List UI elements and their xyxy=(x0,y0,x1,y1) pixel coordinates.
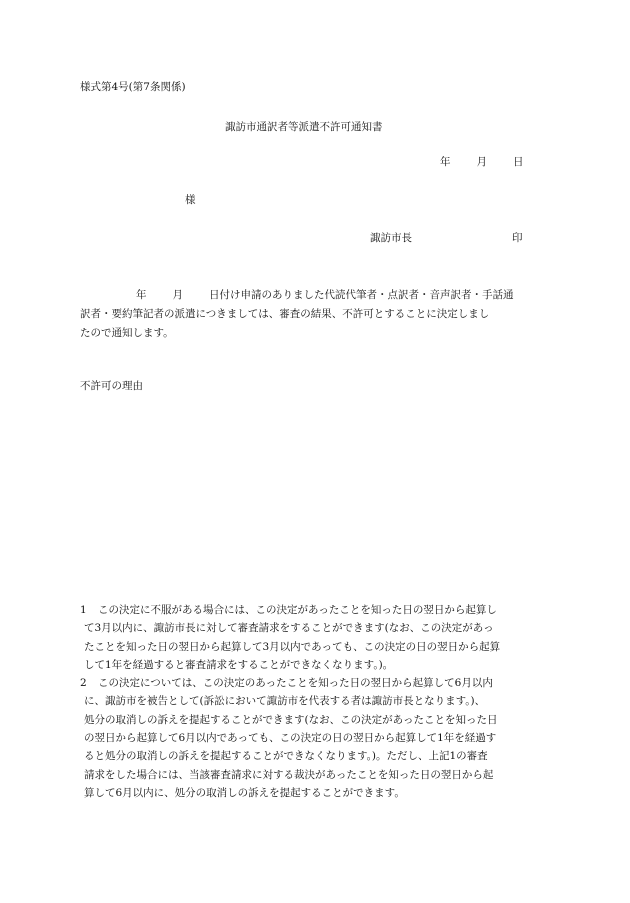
body-line-1-text: 日付け申請のありました代読代筆者・点訳者・音声訳者・手話通 xyxy=(209,289,514,301)
date-year-label: 年 xyxy=(440,156,451,168)
note-2-number: 2 xyxy=(80,677,87,690)
note-2-line-5: ると処分の取消しの訴えを提起することができなくなります。)。ただし、上記1の審査 xyxy=(84,750,488,763)
note-1-line-4: して1年を経過すると審査請求をすることができなくなります。)。 xyxy=(84,658,394,671)
form-number: 様式第4号(第7条関係) xyxy=(80,81,186,93)
note-2-text-1: この決定については、この決定のあったことを知った日の翌日から起算して6月以内 xyxy=(98,677,493,690)
note-2-line-2: に、諏訪市を被告として(訴訟において諏訪市を代表する者は諏訪市長となります。)、 xyxy=(84,695,486,708)
body-paragraph xyxy=(80,286,552,343)
body-line-2: 訳者・要約筆記者の派遣につきましては、審査の結果、不許可とすることに決定しまし xyxy=(80,308,490,320)
note-2-line-3: 処分の取消しの訴えを提起することができます(なお、この決定があったことを知った日 xyxy=(84,713,498,726)
body-line-1 xyxy=(80,286,552,305)
date-month-label: 月 xyxy=(476,156,487,168)
note-1-line-1 xyxy=(80,601,560,619)
date-day-label: 日 xyxy=(513,156,524,168)
note-2-line-7: 算して6月以内に、処分の取消しの訴えを提起することができます。 xyxy=(84,786,405,799)
note-2-line-4: の翌日から起算して6月以内であっても、この決定の日の翌日から起算して1年を経過す xyxy=(84,732,497,745)
notes-section xyxy=(80,601,560,802)
date-line xyxy=(440,155,524,170)
body-month-label: 月 xyxy=(172,289,183,301)
note-2-line-6: 請求をした場合には、当該審査請求に対する裁決があったことを知った日の翌日から起 xyxy=(84,768,494,781)
note-1-number: 1 xyxy=(80,604,87,616)
seal-mark: 印 xyxy=(512,232,523,244)
note-1-text-1: この決定に不服がある場合には、この決定があったことを知った日の翌日から起算し xyxy=(98,604,497,616)
reason-heading: 不許可の理由 xyxy=(80,380,143,392)
issuer-name: 諏訪市長 xyxy=(370,232,412,244)
addressee-honorific: 様 xyxy=(185,194,196,206)
note-2-line-1 xyxy=(80,674,560,692)
body-year-label: 年 xyxy=(136,289,147,301)
note-1-line-2: て3月以内に、諏訪市長に対して審査請求をすることができます(なお、この決定があっ xyxy=(84,622,494,635)
issuer-line xyxy=(370,231,523,246)
body-line-3: たので通知します。 xyxy=(80,327,174,339)
note-1-line-3: たことを知った日の翌日から起算して3月以内であっても、この決定の日の翌日から起算 xyxy=(84,640,501,653)
document-title: 諏訪市通訳者等派遣不許可通知書 xyxy=(225,121,383,133)
